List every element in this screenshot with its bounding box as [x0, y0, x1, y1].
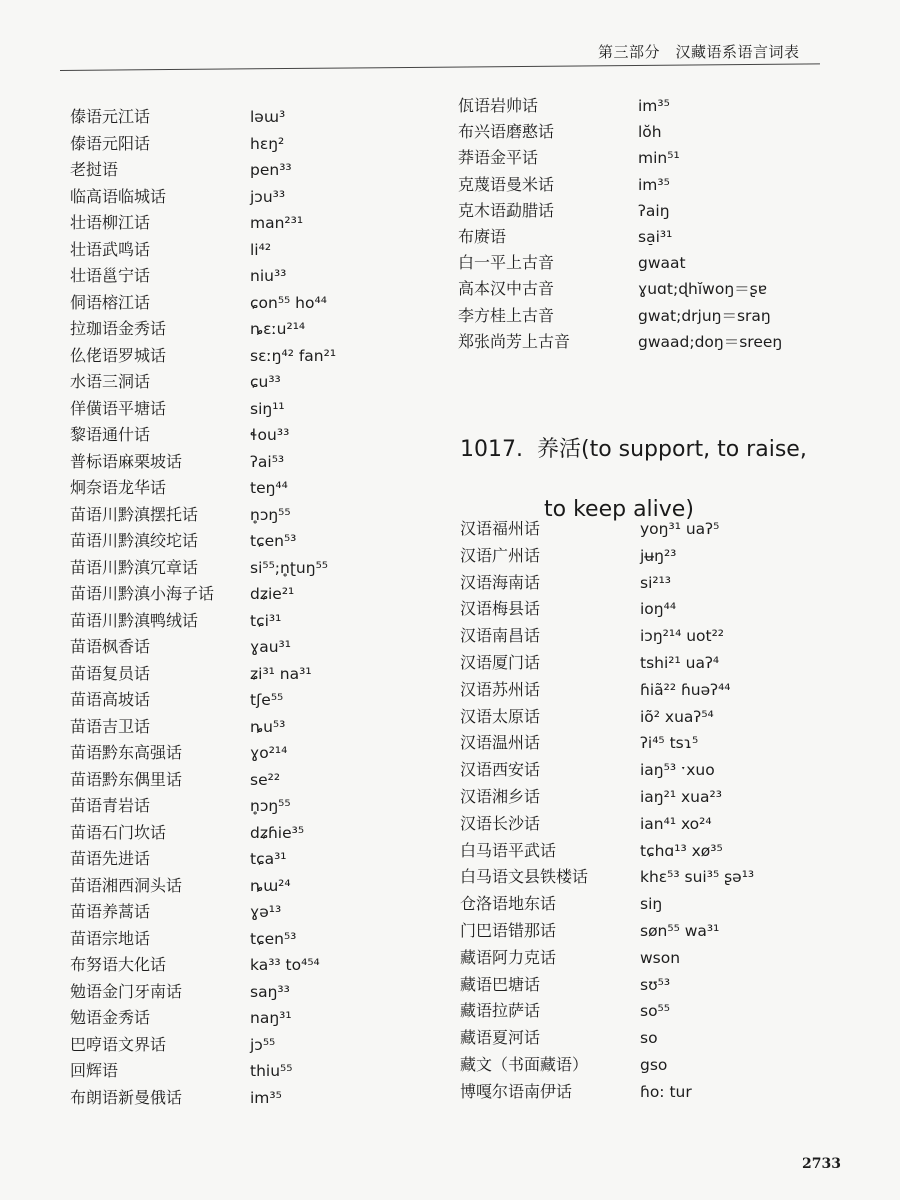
entry-row — [70, 793, 430, 820]
language-name: 汉语湘乡话 — [460, 786, 541, 806]
language-name: 炯奈语龙华话 — [70, 478, 167, 497]
phonetic-form: saŋ³³ — [250, 982, 290, 1001]
phonetic-form: lŏh — [638, 123, 662, 142]
language-name: 藏语阿力克话 — [460, 947, 557, 967]
entry-row — [70, 210, 430, 237]
language-name: 汉语厦门话 — [460, 652, 541, 672]
entry-row — [458, 119, 878, 145]
phonetic-form: tshi²¹ uaʔ⁴ — [640, 653, 720, 672]
entry-row — [70, 449, 430, 476]
entry-row — [460, 998, 880, 1025]
phonetic-form: so⁵⁵ — [640, 1002, 670, 1021]
entry-row — [460, 838, 880, 865]
language-name: 汉语苏州话 — [460, 679, 541, 699]
entry-row — [460, 945, 880, 972]
language-name: 白马语平武话 — [460, 840, 557, 860]
entry-row — [70, 1058, 430, 1085]
language-name: 苗语湘西洞头话 — [70, 875, 183, 895]
entry-row — [70, 820, 430, 847]
phonetic-form: iõ² xuaʔ⁵⁴ — [640, 707, 714, 726]
language-name: 白一平上古音 — [458, 253, 555, 273]
entry-row — [70, 263, 430, 290]
language-name: 汉语梅县话 — [460, 599, 541, 619]
language-name: 拉珈语金秀话 — [70, 319, 167, 338]
language-name: 临高语临城话 — [70, 186, 167, 206]
language-name: 苗语黔东高强话 — [70, 743, 183, 762]
entry-row — [70, 714, 430, 741]
entry-row — [70, 581, 430, 608]
language-name: 巴哼语文界话 — [70, 1034, 167, 1054]
language-name: 布努语大化话 — [70, 955, 167, 974]
phonetic-form: n̥ɔŋ⁵⁵ — [250, 797, 291, 815]
language-name: 汉语南昌话 — [460, 626, 541, 646]
phonetic-form: teŋ⁴⁴ — [250, 479, 288, 497]
phonetic-form: iɔŋ²¹⁴ uot²² — [640, 627, 725, 646]
phonetic-form: naŋ³¹ — [250, 1009, 292, 1027]
entry-row — [70, 422, 430, 449]
language-name: 壮语邕宁话 — [70, 266, 151, 285]
phonetic-form: ioŋ⁴⁴ — [640, 600, 677, 619]
phonetic-form: gwat;drjuŋ＝sraŋ — [638, 306, 771, 325]
language-name: 侗语榕江话 — [70, 292, 151, 312]
language-name: 苗语川黔滇小海子话 — [70, 584, 215, 603]
phonetic-form: thiu⁵⁵ — [250, 1062, 293, 1080]
phonetic-form: ȵɯ²⁴ — [250, 876, 291, 895]
language-name: 傣语元江话 — [70, 107, 151, 126]
entry-row — [70, 184, 430, 211]
entry-row — [458, 250, 878, 276]
phonetic-form: tɕa³¹ — [250, 850, 287, 868]
phonetic-form: tɕen⁵³ — [250, 532, 297, 550]
language-name: 苗语复员话 — [70, 663, 151, 683]
language-name: 藏语夏河话 — [460, 1028, 541, 1048]
entry-row — [458, 276, 878, 302]
phonetic-form: so — [640, 1029, 658, 1048]
phonetic-form: jʉŋ²³ — [640, 546, 677, 565]
entry-row — [458, 303, 878, 329]
entry-row — [460, 543, 880, 570]
language-name: 布朗语新曼俄话 — [70, 1087, 183, 1107]
entry-row — [460, 704, 880, 731]
phonetic-form: ləɯ³ — [250, 108, 286, 126]
language-name: 布赓语 — [458, 226, 507, 246]
entry-row — [70, 343, 430, 370]
entry-row — [460, 972, 880, 999]
phonetic-form: ʔai⁵³ — [250, 452, 285, 471]
phonetic-form: yoŋ³¹ uaʔ⁵ — [640, 520, 720, 538]
language-name: 仫佬语罗城话 — [70, 345, 167, 365]
language-name: 汉语海南话 — [460, 572, 541, 592]
entry-row — [460, 891, 880, 918]
entry-row — [458, 145, 878, 171]
phonetic-form: tʃe⁵⁵ — [250, 691, 284, 709]
right-column-bottom — [460, 516, 880, 1106]
entry-row — [70, 687, 430, 714]
entry-row — [460, 811, 880, 838]
entry-row — [70, 952, 430, 979]
phonetic-form: iaŋ²¹ xua²³ — [640, 787, 722, 806]
language-name: 普标语麻栗坡话 — [70, 451, 183, 471]
entry-row — [460, 918, 880, 945]
phonetic-form: sɛːŋ⁴² fan²¹ — [250, 346, 337, 365]
language-name: 苗语川黔滇鸭绒话 — [70, 610, 199, 630]
left-column — [70, 104, 430, 1111]
entry-row — [70, 131, 430, 158]
header-rule — [60, 63, 820, 71]
entry-row — [70, 873, 430, 900]
entry-row — [70, 528, 430, 555]
language-name: 汉语太原话 — [460, 706, 541, 726]
entry-row — [70, 767, 430, 794]
entry-row — [70, 316, 430, 343]
phonetic-form: si²¹³ — [640, 573, 672, 592]
language-name: 苗语吉卫话 — [70, 716, 151, 736]
entry-row — [458, 172, 878, 198]
entry-row — [70, 740, 430, 767]
language-name: 水语三洞话 — [70, 372, 151, 391]
entry-row — [460, 1079, 880, 1106]
entry-heading-line1 — [460, 420, 860, 480]
language-name: 苗语黔东偶里话 — [70, 769, 183, 789]
phonetic-form: ɣə¹³ — [250, 903, 282, 921]
language-name: 布兴语磨憨话 — [458, 122, 555, 142]
language-name: 汉语温州话 — [460, 733, 541, 753]
entry-row — [460, 677, 880, 704]
language-name: 苗语青岩话 — [70, 796, 151, 815]
language-name: 勉语金门牙南话 — [70, 981, 183, 1001]
phonetic-form: ɣo²¹⁴ — [250, 744, 288, 762]
phonetic-form: ʑi³¹ na³¹ — [250, 664, 312, 683]
language-name: 回辉语 — [70, 1061, 119, 1080]
language-name: 高本汉中古音 — [458, 279, 555, 299]
entry-row — [458, 329, 878, 355]
entry-row — [460, 1025, 880, 1052]
entry-row — [70, 979, 430, 1006]
entry-row — [70, 237, 430, 264]
language-name: 苗语宗地话 — [70, 928, 151, 948]
entry-row — [70, 290, 430, 317]
phonetic-form: ian⁴¹ xo²⁴ — [640, 814, 712, 833]
language-name: 郑张尚芳上古音 — [458, 331, 571, 351]
entry-row — [460, 623, 880, 650]
phonetic-form: gwaad;doŋ＝sreeŋ — [638, 332, 783, 351]
phonetic-form: ȵu⁵³ — [250, 717, 286, 736]
entry-row — [460, 784, 880, 811]
language-name: 藏语拉萨话 — [460, 1001, 541, 1021]
entry-row — [70, 846, 430, 873]
phonetic-form: man²³¹ — [250, 214, 304, 232]
language-name: 佤语岩帅话 — [458, 96, 539, 115]
entry-row — [70, 157, 430, 184]
phonetic-form: tɕi³¹ — [250, 611, 282, 630]
phonetic-form: pen³³ — [250, 161, 292, 179]
entry-row — [460, 1052, 880, 1079]
phonetic-form: ʔi⁴⁵ tsɿ⁵ — [640, 734, 699, 753]
phonetic-form: jɔu³³ — [250, 187, 286, 206]
language-name: 克木语勐腊话 — [458, 200, 555, 220]
entry-row — [70, 608, 430, 635]
entry-row — [70, 396, 430, 423]
language-name: 壮语柳江话 — [70, 213, 151, 232]
phonetic-form: ʔaiŋ — [638, 201, 670, 220]
phonetic-form: khɛ⁵³ sui³⁵ ʂə¹³ — [640, 868, 755, 887]
phonetic-form: im³⁵ — [638, 175, 670, 194]
language-name: 门巴语错那话 — [460, 920, 557, 940]
entry-row — [458, 224, 878, 250]
phonetic-form: gso — [640, 1055, 668, 1074]
language-name: 博嘎尔语南伊话 — [460, 1081, 573, 1101]
entry-row — [458, 93, 878, 119]
phonetic-form: gwaat — [638, 254, 686, 273]
entry-row — [70, 661, 430, 688]
phonetic-form: si⁵⁵;n̥ʈuŋ⁵⁵ — [250, 558, 329, 577]
phonetic-form: li⁴² — [250, 240, 272, 259]
entry-number: 1017. — [460, 437, 523, 462]
phonetic-form: ɕu³³ — [250, 373, 281, 391]
phonetic-form: ɣau³¹ — [250, 638, 291, 656]
entry-row — [70, 926, 430, 953]
phonetic-form: jɔ⁵⁵ — [250, 1035, 276, 1054]
language-name: 黎语通什话 — [70, 425, 151, 444]
entry-row — [70, 104, 430, 131]
phonetic-form: dʑɦie³⁵ — [250, 823, 305, 842]
entry-title-line2: to keep alive) — [544, 497, 694, 522]
entry-row — [460, 864, 880, 891]
running-header: 第三部分 汉藏语系语言词表 — [598, 43, 800, 61]
phonetic-form: dʑie²¹ — [250, 585, 295, 603]
language-name: 仓洛语地东话 — [460, 894, 557, 914]
phonetic-form: ȵɛːu²¹⁴ — [250, 320, 306, 338]
entry-row — [70, 634, 430, 661]
phonetic-form: im³⁵ — [250, 1088, 282, 1107]
phonetic-form: ɣuɑt;ɖhĭwoŋ＝ʂɐ — [638, 280, 768, 299]
entry-row — [458, 198, 878, 224]
language-name: 莽语金平话 — [458, 148, 539, 168]
language-name: 苗语川黔滇绞坨话 — [70, 531, 199, 550]
entry-row — [460, 570, 880, 597]
language-name: 藏语巴塘话 — [460, 974, 541, 994]
entry-row — [460, 757, 880, 784]
phonetic-form: siŋ — [640, 895, 663, 914]
language-name: 老挝语 — [70, 160, 119, 179]
phonetic-form: n̥ɔŋ⁵⁵ — [250, 505, 291, 524]
phonetic-form: ɕon⁵⁵ ho⁴⁴ — [250, 293, 327, 312]
entry-row — [70, 369, 430, 396]
entry-row — [70, 899, 430, 926]
language-name: 佯僙语平塘话 — [70, 398, 167, 418]
phonetic-form: min⁵¹ — [638, 149, 680, 168]
entry-row — [70, 1005, 430, 1032]
entry-row — [70, 475, 430, 502]
phonetic-form: ka³³ to⁴⁵⁴ — [250, 956, 320, 974]
phonetic-form: tɕen⁵³ — [250, 929, 297, 948]
phonetic-form: se²² — [250, 770, 281, 789]
language-name: 苗语养蒿话 — [70, 902, 151, 921]
right-column-top — [458, 93, 878, 355]
language-name: 藏文（书面藏语） — [460, 1054, 589, 1074]
entry-row — [70, 502, 430, 529]
language-name: 苗语川黔滇冗章话 — [70, 557, 199, 577]
language-name: 汉语西安话 — [460, 760, 541, 780]
entry-title-line1: 养活(to support, to raise, — [536, 437, 807, 462]
entry-row — [70, 1085, 430, 1112]
phonetic-form: søn⁵⁵ wa³¹ — [640, 921, 720, 940]
entry-row — [460, 516, 880, 543]
language-name: 汉语广州话 — [460, 545, 541, 565]
entry-row — [460, 730, 880, 757]
entry-row — [460, 596, 880, 623]
language-name: 苗语高坡话 — [70, 690, 151, 709]
phonetic-form: iaŋ⁵³ ˑxuo — [640, 761, 715, 780]
language-name: 苗语川黔滇摆托话 — [70, 504, 199, 524]
page-number: 2733 — [802, 1156, 841, 1172]
phonetic-form: sa̠i³¹ — [638, 227, 673, 246]
language-name: 克蔑语曼米话 — [458, 174, 555, 194]
language-name: 汉语长沙话 — [460, 813, 541, 833]
entry-row — [70, 1032, 430, 1059]
entry-row — [70, 555, 430, 582]
language-name: 汉语福州话 — [460, 519, 541, 538]
phonetic-form: siŋ¹¹ — [250, 399, 285, 418]
language-name: 勉语金秀话 — [70, 1008, 151, 1027]
language-name: 苗语先进话 — [70, 849, 151, 868]
phonetic-form: hɛŋ² — [250, 134, 285, 153]
phonetic-form: tɕhɑ¹³ xø³⁵ — [640, 841, 723, 860]
language-name: 白马语文县铁楼话 — [460, 867, 589, 887]
phonetic-form: wson — [640, 948, 681, 967]
language-name: 苗语枫香话 — [70, 637, 151, 656]
phonetic-form: ɦo: tur — [640, 1082, 692, 1101]
phonetic-form: niu³³ — [250, 267, 287, 285]
phonetic-form: ɦiã²² ɦuəʔ⁴⁴ — [640, 680, 731, 699]
phonetic-form: ɬou³³ — [250, 426, 290, 444]
entry-row — [460, 650, 880, 677]
language-name: 壮语武鸣话 — [70, 239, 151, 259]
language-name: 傣语元阳话 — [70, 133, 151, 153]
phonetic-form: sʊ⁵³ — [640, 975, 671, 994]
language-name: 李方桂上古音 — [458, 305, 555, 325]
language-name: 苗语石门坎话 — [70, 822, 167, 842]
phonetic-form: im³⁵ — [638, 97, 670, 115]
